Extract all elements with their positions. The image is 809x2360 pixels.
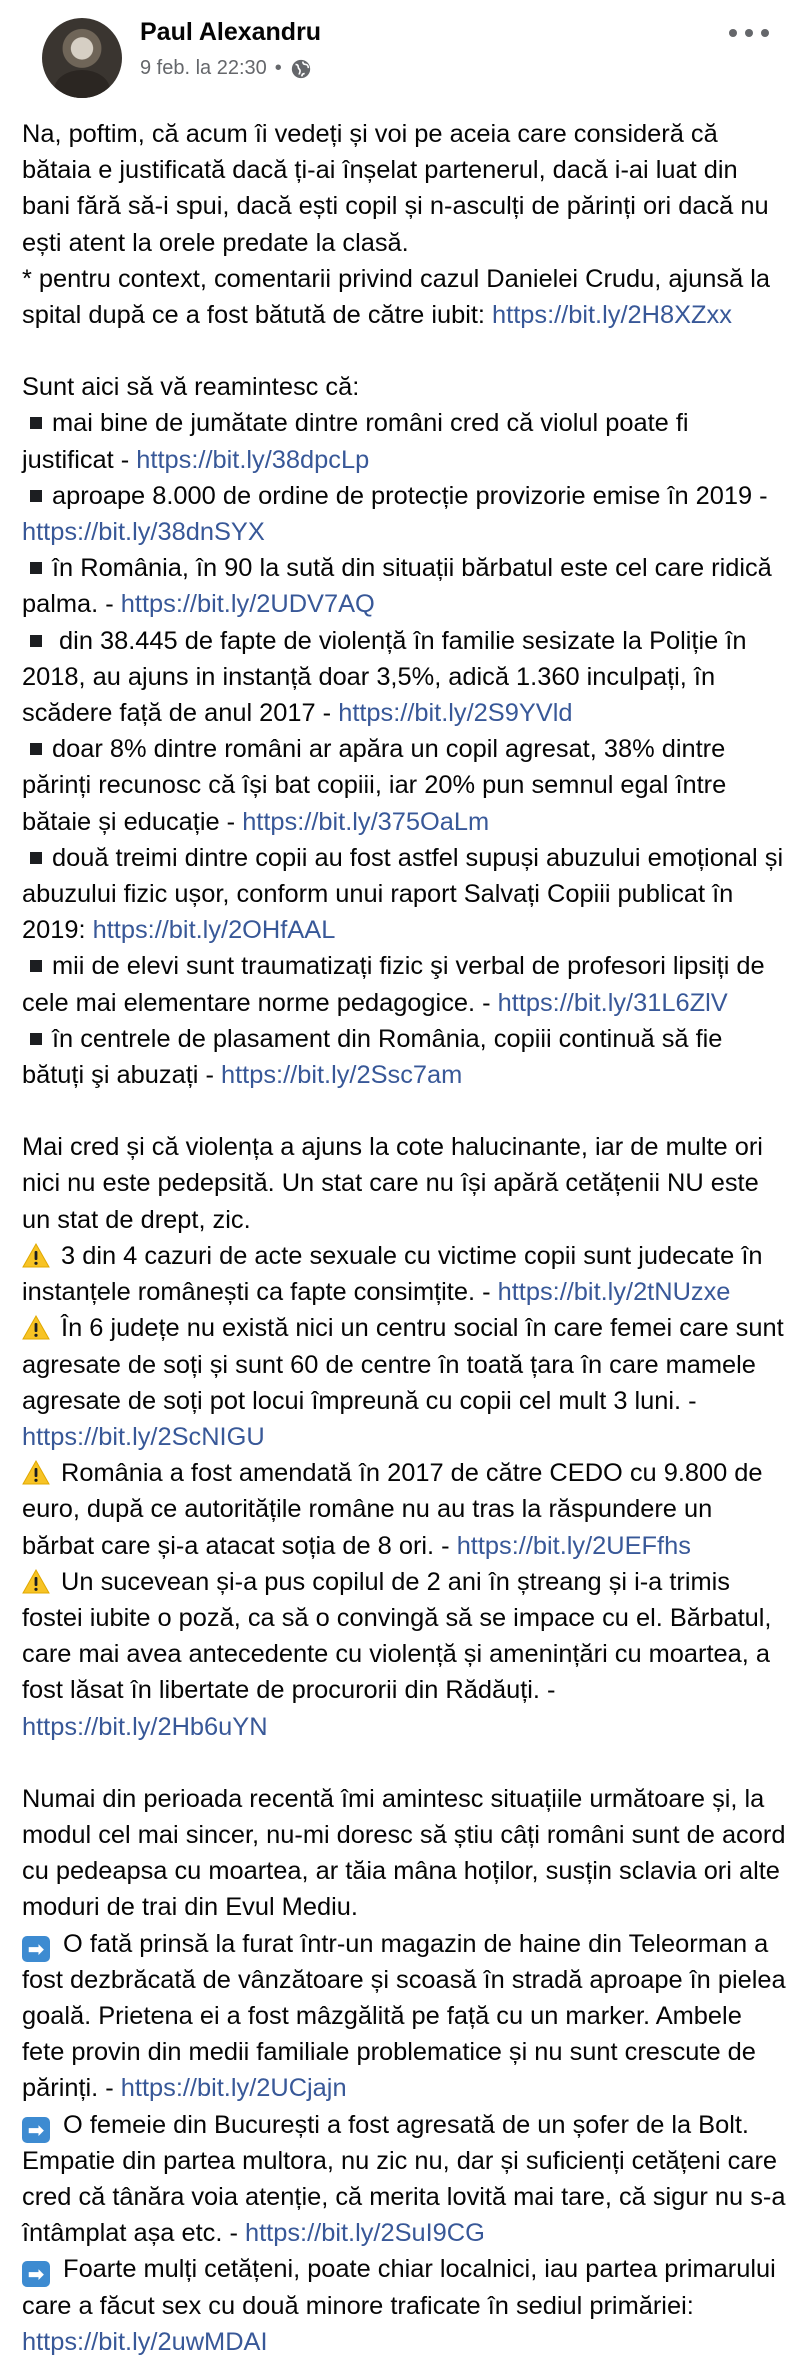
list-item-text: în România, în 90 la sută din situații bărbatul este cel care ridică palma. -	[22, 554, 772, 619]
author-name[interactable]: Paul Alexandru	[140, 18, 322, 46]
square-bullet-icon	[30, 1033, 42, 1045]
list-item	[22, 405, 787, 477]
warning-icon	[22, 1460, 50, 1485]
right-arrow-icon: ➡	[22, 2261, 50, 2287]
list-item	[22, 623, 787, 732]
list-item-text: mai bine de jumătate dintre români cred că violul poate fi justificat -	[22, 409, 689, 474]
source-link[interactable]: https://bit.ly/2UDV7AQ	[120, 590, 375, 619]
source-link[interactable]: https://bit.ly/2Hb6uYN	[22, 1712, 268, 1741]
square-bullet-icon	[30, 852, 42, 864]
recent-list	[22, 1926, 787, 2360]
list-item-text: O femeie din București a fost agresată de un șofer de la Bolt. Empatie din partea multora, nu zic nu, dar și suficienți cetățeni care cred că tânăra voia atenție, că merita lovită mai tare, că sigur nu s-a întâmplat așa etc. -	[22, 2110, 786, 2248]
source-link[interactable]: https://bit.ly/375OaLm	[242, 807, 490, 836]
list-item	[22, 1021, 787, 1093]
source-link[interactable]: https://bit.ly/2S9YVld	[338, 699, 573, 728]
post-header	[22, 0, 787, 116]
recent-heading: Numai din perioada recentă îmi amintesc situațiile următoare și, la modul cel mai sincer, nu-mi doresc să știu câți români sunt de acord cu pedeapsa cu moartea, ar tăia mâna hoților, susțin sclavia ori alte moduri de trai din Evul Mediu.	[22, 1784, 786, 1922]
source-link[interactable]: https://bit.ly/31L6ZlV	[497, 988, 728, 1017]
post-timestamp[interactable]: 9 feb. la 22:30	[140, 57, 267, 79]
square-bullet-icon	[30, 743, 42, 755]
list-item-text: O fată prinsă la furat într-un magazin de haine din Teleorman a fost dezbrăcată de vânzătoare și scoasă în stradă aproape în pielea goală. Prietena ei a fost mâzgălită pe față cu un marker. Ambele fete provin din medii familiale problematice și nu sunt crescute de părinți. -	[22, 1929, 786, 2103]
list-item	[22, 550, 787, 622]
list-item-text: România a fost amendată în 2017 de către CEDO cu 9.800 de euro, după ce autoritățile române nu au tras la răspundere un bărbat care și-a atacat soția de 8 ori. -	[22, 1459, 763, 1560]
list-item	[22, 840, 787, 949]
list-item	[22, 2251, 787, 2360]
list-item	[22, 1238, 787, 1310]
list-item-text: În 6 județe nu există nici un centru social în care femei care sunt agresate de soți și sunt 60 de centre în toată țara în care mamele agresate de soți pot locui împreună cu copii cel mult 3 luni. -	[22, 1314, 784, 1415]
right-arrow-icon: ➡	[22, 1936, 50, 1962]
list-item	[22, 948, 787, 1020]
warning-icon	[22, 1569, 50, 1594]
square-bullet-icon	[30, 490, 42, 502]
post-body	[22, 116, 787, 2360]
source-link[interactable]: https://bit.ly/2SuI9CG	[244, 2219, 485, 2248]
list-item-text: în centrele de plasament din România, copiii continuă să fie bătuți şi abuzați -	[22, 1024, 723, 1090]
list-item-text: aproape 8.000 de ordine de protecție provizorie emise în 2019 -	[52, 481, 768, 510]
source-link[interactable]: https://bit.ly/2tNUzxe	[497, 1278, 731, 1307]
globe-icon[interactable]	[290, 58, 312, 80]
source-link[interactable]: https://bit.ly/2ScNIGU	[22, 1422, 265, 1451]
list-item	[22, 1926, 787, 2107]
square-bullet-icon	[30, 635, 42, 647]
square-bullet-icon	[30, 417, 42, 429]
list-item-text: 3 din 4 cazuri de acte sexuale cu victime copii sunt judecate în instanțele românești ca fapte consimțite. -	[22, 1241, 763, 1307]
square-bullet-icon	[30, 960, 42, 972]
list-item-text: din 38.445 de fapte de violență în familie sesizate la Poliție în 2018, au ajuns in instanță doar 3,5%, adică 1.360 inculpați, în scădere față de anul 2017 -	[22, 626, 747, 728]
list-item-text: două treimi dintre copii au fost astfel supuși abuzului emoțional și abuzului fizic ușor, conform unui raport Salvați Copiii publicat în 2019:	[22, 843, 784, 945]
list-item	[22, 2107, 787, 2252]
reminders-heading: Sunt aici să vă reamintesc că:	[22, 373, 360, 402]
list-item	[22, 731, 787, 840]
list-item	[22, 1455, 787, 1564]
source-link[interactable]: https://bit.ly/2Ssc7am	[221, 1061, 463, 1090]
warning-icon	[22, 1315, 50, 1340]
list-item	[22, 1564, 787, 1745]
violence-list	[22, 1238, 787, 1745]
source-link[interactable]: https://bit.ly/2UCjajn	[120, 2074, 347, 2103]
source-link[interactable]: https://bit.ly/2UEFfhs	[456, 1531, 691, 1560]
list-item-text: Un sucevean și-a pus copilul de 2 ani în ștreang și i-a trimis fostei iubite o poză, ca să o convingă să se impace cu el. Bărbatul, care mai avea antecedente cu violență și amenințări cu moartea, a fost lăsat în libertate de procurorii din Rădăuți. -	[22, 1567, 772, 1705]
reminders-list	[22, 405, 787, 1093]
list-item	[22, 1310, 787, 1455]
avatar[interactable]	[42, 18, 122, 98]
right-arrow-icon: ➡	[22, 2117, 50, 2143]
context-paragraph: * pentru context, comentarii privind cazul Danielei Crudu, ajunsă la spital după ce a fost bătută de către iubit: https://bit.ly/2H8XZxx	[22, 264, 771, 330]
square-bullet-icon	[30, 562, 42, 574]
list-item-text: Foarte mulți cetățeni, poate chiar localnici, iau partea primarului care a făcut sex cu două minore traficate în sediul primăriei:	[22, 2255, 776, 2320]
source-link[interactable]: https://bit.ly/2OHfAAL	[92, 916, 336, 945]
source-link[interactable]: https://bit.ly/2uwMDAI	[22, 2327, 268, 2356]
list-item-text: doar 8% dintre români ar apăra un copil agresat, 38% dintre părinți recunosc că își bat copiii, iar 20% pun semnul egal între bătaie și educație -	[22, 735, 727, 836]
source-link[interactable]: https://bit.ly/38dnSYX	[22, 518, 265, 547]
list-item	[22, 478, 787, 550]
warning-icon	[22, 1243, 50, 1268]
source-link[interactable]: https://bit.ly/38dpcLp	[136, 445, 370, 474]
violence-heading: Mai cred și că violența a ajuns la cote halucinante, iar de multe ori nici nu este pedepsită. Un stat care nu își apără cetățenii NU este un stat de drept, zic.	[22, 1133, 763, 1234]
intro-paragraph: Na, poftim, că acum îi vedeți și voi pe aceia care consideră că bătaia e justificată dacă ți-ai înșelat partenerul, dacă i-ai luat din bani fără să-i spui, dacă ești copil și n-asculți de părinți ori dacă nu ești atent la orele predate la clasă.	[22, 120, 769, 257]
context-link[interactable]: https://bit.ly/2H8XZxx	[492, 301, 732, 330]
list-item-text: mii de elevi sunt traumatizați fizic şi verbal de profesori lipsiți de cele mai elementare norme pedagogice. -	[22, 952, 765, 1017]
more-options-icon[interactable]	[729, 22, 769, 44]
meta-separator: •	[274, 57, 282, 79]
post-meta	[140, 57, 312, 80]
